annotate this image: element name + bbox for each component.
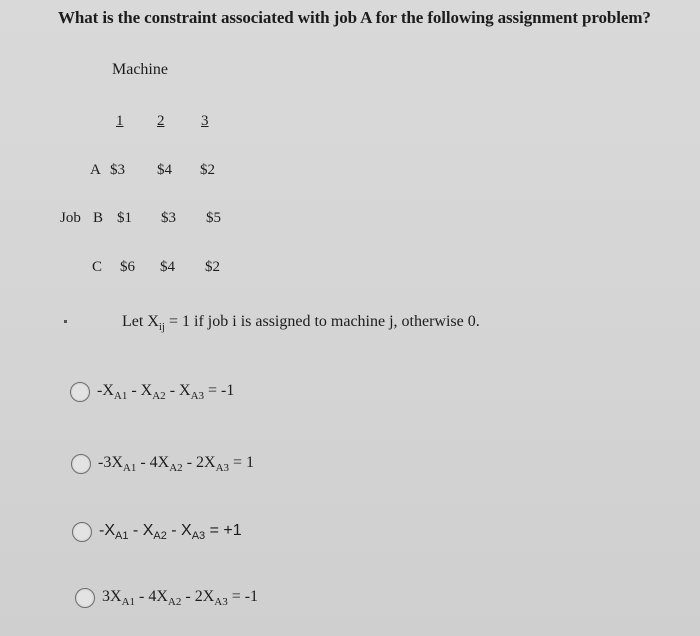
option-label: $3X_{A1} - 4X_{A2} - 2X_{A3} = -1$	[102, 588, 259, 609]
table-row-a	[0, 162, 700, 182]
column-header-1: 1	[116, 113, 124, 129]
cost-cell: $3	[110, 162, 125, 178]
row-label: C	[92, 259, 103, 275]
cost-cell: $5	[206, 210, 221, 226]
answer-option-2[interactable]	[71, 454, 254, 474]
cost-cell: $2	[200, 162, 215, 178]
radio-button-icon[interactable]	[70, 382, 90, 402]
row-label: A	[90, 162, 101, 178]
radio-button-icon[interactable]	[71, 454, 91, 474]
definition-prefix: Let X	[122, 313, 159, 330]
variable-definition	[122, 313, 480, 333]
column-header-3: 3	[201, 113, 209, 129]
definition-suffix: = 1 if job i is assigned to machine j, otherwise 0.	[165, 313, 480, 330]
cost-cell: $1	[117, 210, 132, 226]
cost-cell: $4	[160, 259, 175, 275]
table-row-b	[0, 210, 700, 230]
option-label: $-3X_{A1} - 4X_{A2} - 2X_{A3} = 1$	[98, 454, 255, 475]
radio-button-icon[interactable]	[75, 588, 95, 608]
question-text: What is the constraint associated with job A for the following assignment problem?	[58, 8, 651, 27]
answer-option-1[interactable]	[70, 382, 234, 402]
stray-mark	[64, 320, 67, 323]
answer-option-3[interactable]	[72, 522, 242, 542]
answer-option-4[interactable]	[75, 588, 258, 608]
cost-cell: $4	[157, 162, 172, 178]
cost-cell: $6	[120, 259, 135, 275]
job-label: Job	[60, 210, 81, 226]
table-row-c	[0, 259, 700, 279]
option-label: $-X_{A1} - X_{A2} - X_{A3} = -1$	[97, 382, 235, 403]
row-label: B	[93, 210, 104, 226]
machine-header: Machine	[112, 61, 168, 78]
column-header-2: 2	[157, 113, 165, 129]
option-label: $-X_{A1} - X_{A2} - X_{A3} = +1$	[99, 522, 242, 543]
radio-button-icon[interactable]	[72, 522, 92, 542]
cost-cell: $2	[205, 259, 220, 275]
definition-subscript: ij	[158, 321, 165, 334]
cost-cell: $3	[161, 210, 176, 226]
